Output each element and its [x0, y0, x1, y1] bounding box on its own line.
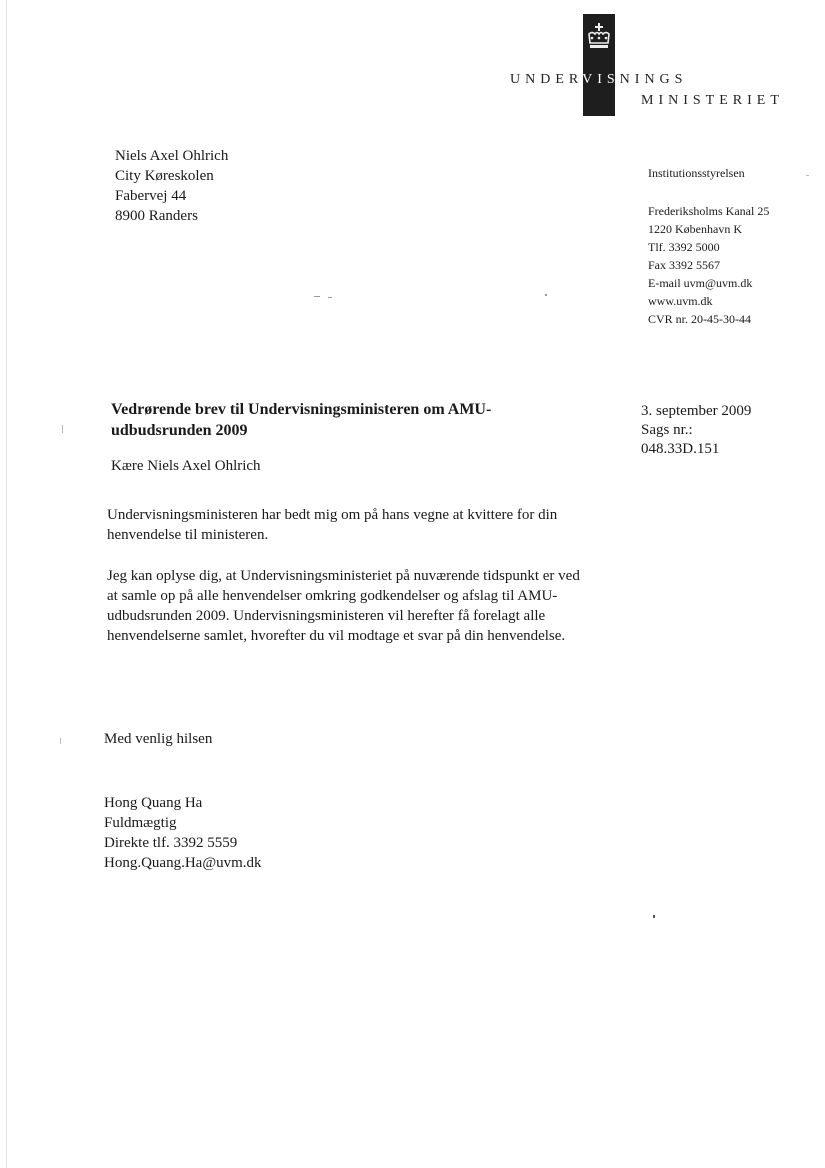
- recipient-company: City Køreskolen: [115, 168, 214, 184]
- letter-date: 3. september 2009: [641, 403, 752, 419]
- recipient-name: Niels Axel Ohlrich: [115, 148, 229, 164]
- salutation: Kære Niels Axel Ohlrich: [111, 458, 261, 474]
- recipient-street: Fabervej 44: [115, 188, 187, 204]
- sender-info: [648, 164, 769, 328]
- sender-email: E-mail uvm@uvm.dk: [648, 276, 753, 290]
- sender-street: Frederiksholms Kanal 25: [648, 204, 770, 218]
- case-label: Sags nr.:: [641, 422, 693, 438]
- logo-wordmark-bottom: MINISTERIET: [641, 93, 784, 108]
- paragraph-1: Undervisningsministeren har bedt mig om på hans vegne at kvittere for din henvendelse til ministeren.: [107, 507, 558, 543]
- letter-meta: [641, 402, 751, 459]
- sender-cvr: CVR nr. 20-45-30-44: [648, 312, 751, 326]
- sender-web: www.uvm.dk: [648, 294, 713, 308]
- sender-fax: Fax 3392 5567: [648, 258, 720, 272]
- crown-icon: [583, 22, 615, 52]
- case-number: 048.33D.151: [641, 441, 720, 457]
- sender-city: 1220 København K: [648, 222, 742, 236]
- recipient-address: [115, 146, 228, 226]
- signature-block: [104, 793, 262, 873]
- letter-subject: Vedrørende brev til Undervisningsministeren om AMU-udbudsrunden 2009: [111, 401, 492, 439]
- logo-wordmark-top: UNDERVISNINGS: [510, 72, 688, 87]
- signature-name: Hong Quang Ha: [104, 795, 203, 811]
- recipient-city: 8900 Randers: [115, 208, 198, 224]
- signature-email: Hong.Quang.Ha@uvm.dk: [104, 855, 262, 871]
- scan-edge: [6, 0, 7, 1168]
- signature-phone: Direkte tlf. 3392 5559: [104, 835, 238, 851]
- sender-department: Institutionsstyrelsen: [648, 166, 745, 180]
- paragraph-2: Jeg kan oplyse dig, at Undervisningsministeriet på nuværende tidspunkt er ved at samle op på alle henvendelser omkring godkendelser og afslag til AMU-udbudsrunden 2009. Undervisningsministeren vil herefter få forelagt alle henvendelserne samlet, hvorefter du vil modtage et svar på din henvendelse.: [107, 568, 580, 644]
- sender-phone: Tlf. 3392 5000: [648, 240, 720, 254]
- signature-title: Fuldmægtig: [104, 815, 177, 831]
- closing: Med venlig hilsen: [104, 731, 213, 747]
